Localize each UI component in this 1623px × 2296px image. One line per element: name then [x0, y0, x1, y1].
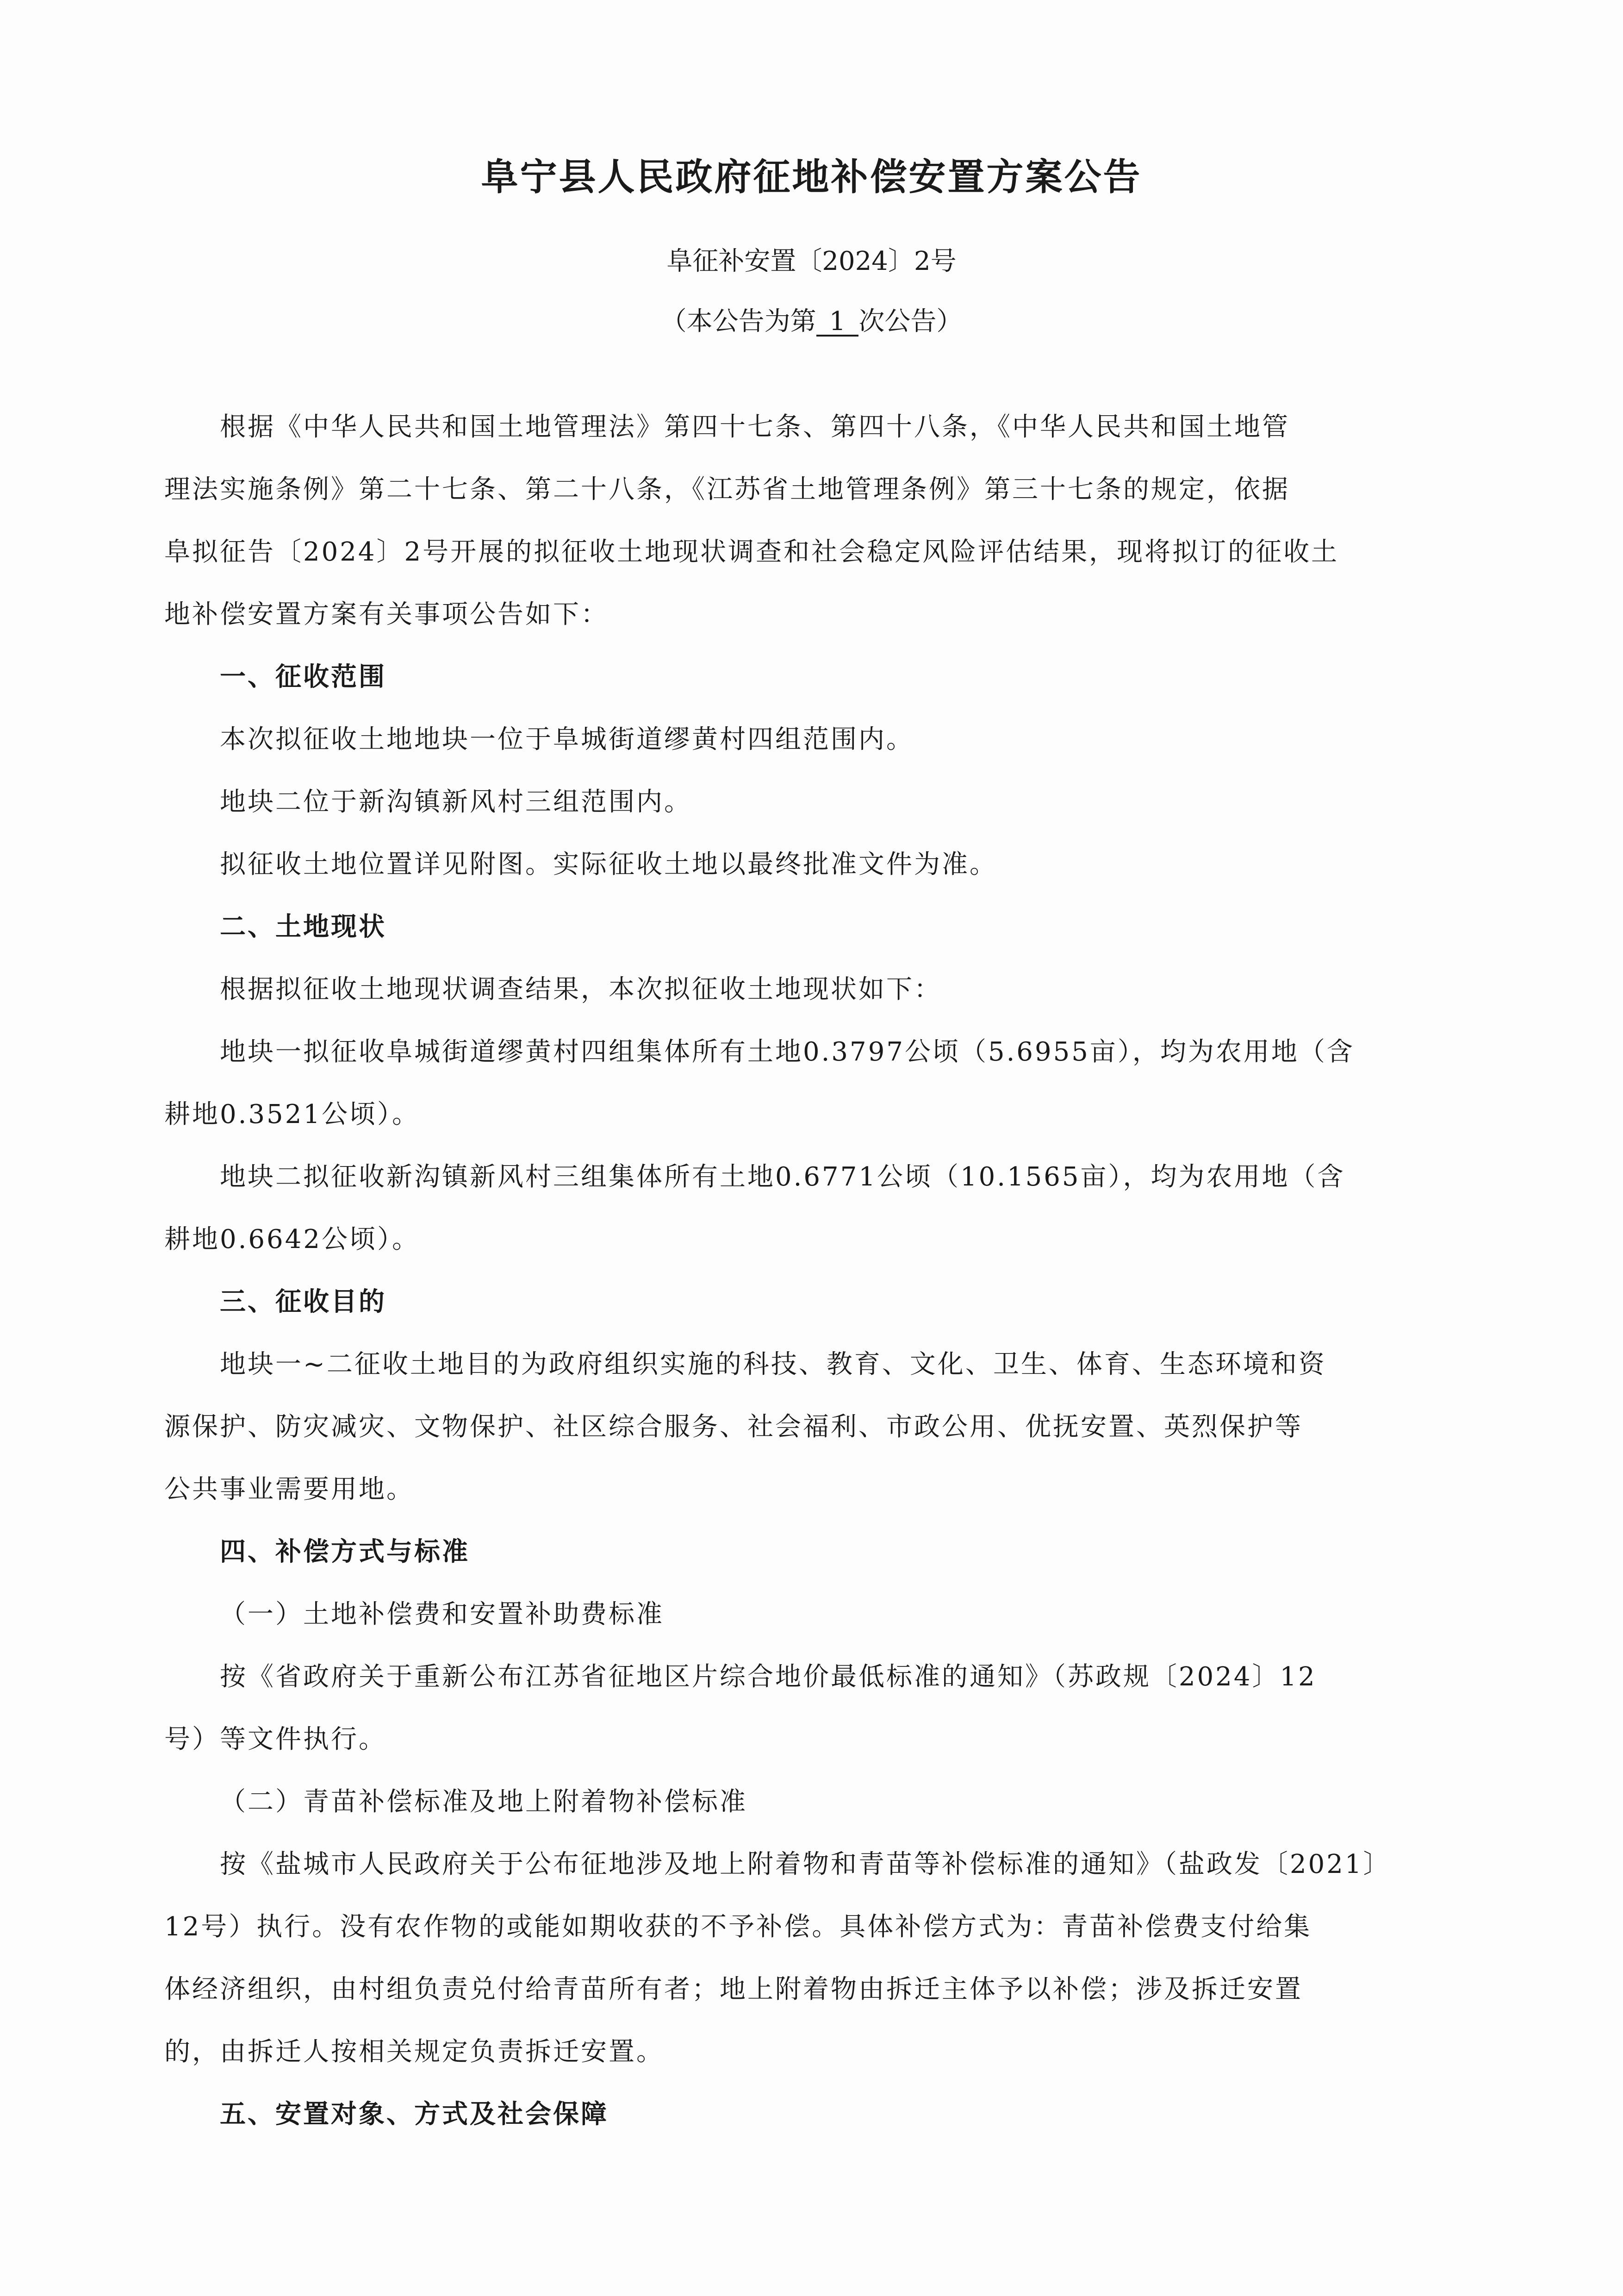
- body-line: 按《盐城市人民政府关于公布征地涉及地上附着物和青苗等补偿标准的通知》（盐政发〔2021〕: [220, 1849, 1391, 1879]
- subsection-heading: （二）青苗补偿标准及地上附着物补偿标准: [220, 1787, 747, 1817]
- section-heading: 三、征收目的: [220, 1287, 386, 1317]
- body-line: 体经济组织，由村组负责兑付给青苗所有者；地上附着物由拆迁主体予以补偿；涉及拆迁安置: [164, 1974, 1303, 2004]
- body-line: 耕地0.3521公顷）。: [164, 1099, 420, 1129]
- document-number: 阜征补安置〔2024〕2号: [666, 246, 957, 276]
- body-line: 12号）执行。没有农作物的或能如期收获的不予补偿。具体补偿方式为：青苗补偿费支付给集: [164, 1912, 1312, 1942]
- notice-suffix: 次公告）: [858, 306, 963, 337]
- body-line: 公共事业需要用地。: [164, 1474, 414, 1504]
- subsection-heading: （一）土地补偿费和安置补助费标准: [220, 1599, 664, 1629]
- body-line: 地补偿安置方案有关事项公告如下：: [164, 599, 609, 630]
- section-heading: 四、补偿方式与标准: [220, 1537, 470, 1567]
- body-line: 理法实施条例》第二十七条、第二十八条，《江苏省土地管理条例》第三十七条的规定，依据: [164, 474, 1290, 505]
- body-line: 耕地0.6642公顷）。: [164, 1224, 420, 1254]
- body-line: 源保护、防灾减灾、文物保护、社区综合服务、社会福利、市政公用、优抚安置、英烈保护等: [164, 1412, 1303, 1442]
- body-line: 拟征收土地位置详见附图。实际征收土地以最终批准文件为准。: [220, 849, 997, 880]
- notice-sequence: [0, 301, 1623, 338]
- body-line: 号）等文件执行。: [164, 1724, 386, 1754]
- body-line: 本次拟征收土地地块一位于阜城街道缪黄村四组范围内。: [220, 724, 914, 755]
- document-title: 阜宁县人民政府征地补偿安置方案公告: [481, 156, 1142, 199]
- section-heading: 二、土地现状: [220, 912, 386, 942]
- section-heading: 一、征收范围: [220, 662, 386, 692]
- body-line: 地块一拟征收阜城街道缪黄村四组集体所有土地0.3797公顷（5.6955亩），均为农用地（含: [220, 1037, 1355, 1067]
- body-line: 根据拟征收土地现状调查结果，本次拟征收土地现状如下：: [220, 974, 942, 1004]
- body-line: 的，由拆迁人按相关规定负责拆迁安置。: [164, 2037, 664, 2067]
- body-line: 根据《中华人民共和国土地管理法》第四十七条、第四十八条，《中华人民共和国土地管: [220, 412, 1290, 442]
- body-line: 地块二位于新沟镇新风村三组范围内。: [220, 787, 692, 817]
- notice-prefix: （本公告为第: [660, 306, 816, 337]
- notice-count: 1: [816, 309, 859, 337]
- body-line: 阜拟征告〔2024〕2号开展的拟征收土地现状调查和社会稳定风险评估结果，现将拟订的征收土: [164, 537, 1339, 567]
- section-heading: 五、安置对象、方式及社会保障: [220, 2099, 609, 2129]
- body-line: 地块二拟征收新沟镇新风村三组集体所有土地0.6771公顷（10.1565亩），均为农用地（含: [220, 1162, 1345, 1192]
- body-line: 地块一~二征收土地目的为政府组织实施的科技、教育、文化、卫生、体育、生态环境和资: [220, 1349, 1326, 1379]
- body-line: 按《省政府关于重新公布江苏省征地区片综合地价最低标准的通知》（苏政规〔2024〕12: [220, 1662, 1317, 1692]
